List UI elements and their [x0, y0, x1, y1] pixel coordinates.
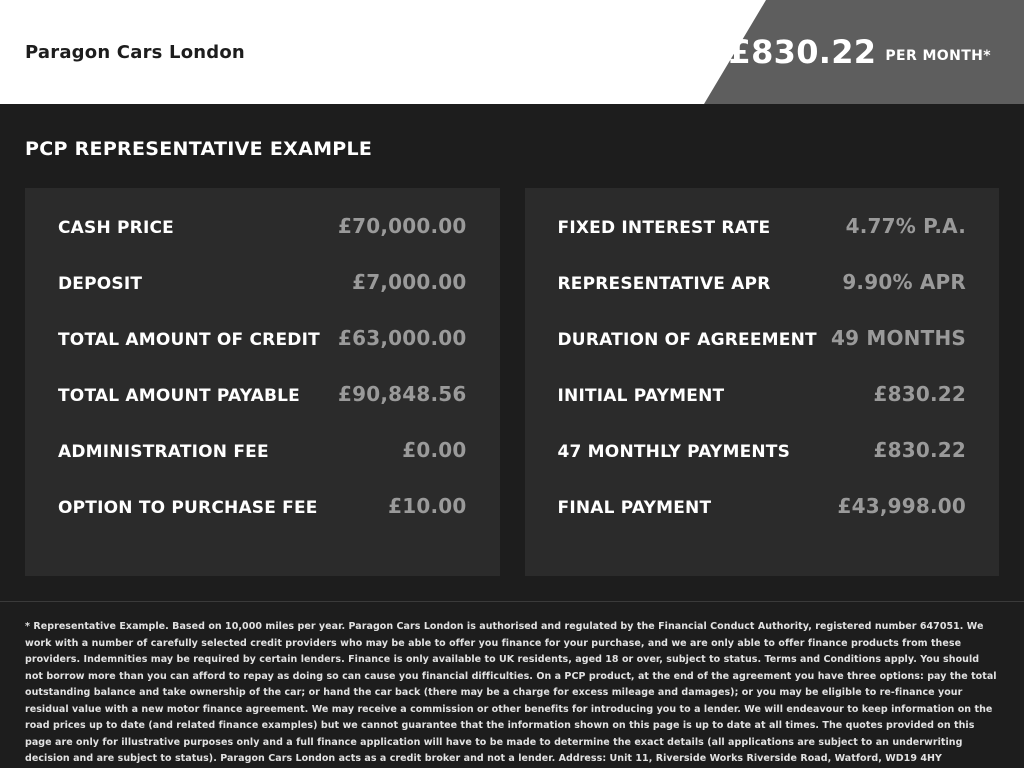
row-value: £830.22 — [873, 438, 966, 462]
table-row — [58, 270, 467, 326]
page-header — [0, 0, 1024, 104]
monthly-price-suffix: PER MONTH* — [885, 48, 991, 64]
row-label: INITIAL PAYMENT — [557, 386, 725, 406]
row-value: £43,998.00 — [837, 494, 966, 518]
table-row — [58, 494, 467, 550]
disclaimer-text: * Representative Example. Based on 10,000 miles per year. Paragon Cars London is authorised and regulated by the Financial Conduct Authority, registered number 647051. We work with a number of carefully selected credit providers who may be able to offer you finance for your purchase, and we are only able to offer finance products from these providers. Indemnities may be required by certain lenders. Finance is only available to UK residents, aged 18 or over, subject to status. Terms and Conditions apply. You should not borrow more than you can afford to repay as doing so can cause you financial difficulties. On a PCP product, at the end of the agreement you have three options: pay the total outstanding balance and take ownership of the car; or hand the car back (there may be a charge for excess mileage and damages); or you may be eligible to re-finance your residual value with a new motor finance agreement. We may receive a commission or other benefits for introducing you to a lender. We will endeavour to keep information on the road prices up to date (and related finance examples) but we cannot guarantee that the information shown on this page is up to date at all times. The quotes provided on this page are only for illustrative purposes only and a full finance application will have to be made to determine the exact details (all applications are subject to an underwriting decision and are subject to status). Paragon Cars London acts as a credit broker and not a lender. Address: Unit 11, Riverside Works Riverside Road, Watford, WD19 4HY — [25, 621, 997, 764]
row-value: £63,000.00 — [337, 326, 467, 350]
row-value: 9.90% APR — [842, 270, 966, 294]
table-row — [558, 438, 967, 494]
row-value: £0.00 — [402, 438, 467, 462]
table-row — [58, 438, 467, 494]
table-row — [58, 326, 467, 382]
table-row — [558, 214, 967, 270]
table-row — [58, 382, 467, 438]
dealer-name: Paragon Cars London — [25, 42, 245, 63]
row-label: TOTAL AMOUNT OF CREDIT — [58, 330, 320, 350]
monthly-price-group — [729, 0, 991, 104]
row-label: FINAL PAYMENT — [557, 498, 712, 518]
monthly-price-amount: £830.22 — [728, 33, 877, 71]
row-label: TOTAL AMOUNT PAYABLE — [58, 386, 300, 406]
row-label: DURATION OF AGREEMENT — [557, 330, 817, 350]
row-value: 49 MONTHS — [830, 326, 966, 350]
finance-table-left — [25, 188, 500, 576]
row-label: FIXED INTEREST RATE — [557, 218, 771, 238]
row-value: £830.22 — [873, 382, 966, 406]
table-row — [558, 270, 967, 326]
table-row — [558, 326, 967, 382]
row-value: £10.00 — [388, 494, 467, 518]
row-label: REPRESENTATIVE APR — [557, 274, 771, 294]
row-label: 47 MONTHLY PAYMENTS — [557, 442, 791, 462]
row-value: £90,848.56 — [337, 382, 467, 406]
row-value: £70,000.00 — [337, 214, 467, 238]
row-label: CASH PRICE — [58, 218, 174, 238]
row-value: £7,000.00 — [352, 270, 467, 294]
table-row — [558, 494, 967, 550]
row-label: OPTION TO PURCHASE FEE — [58, 498, 318, 518]
table-row — [558, 382, 967, 438]
table-row — [58, 214, 467, 270]
page-title: PCP REPRESENTATIVE EXAMPLE — [25, 138, 373, 160]
finance-tables — [25, 188, 999, 576]
row-value: 4.77% P.A. — [845, 214, 966, 238]
finance-table-right — [525, 188, 1000, 576]
row-label: DEPOSIT — [58, 274, 143, 294]
main-content — [0, 138, 1024, 576]
row-label: ADMINISTRATION FEE — [58, 442, 269, 462]
